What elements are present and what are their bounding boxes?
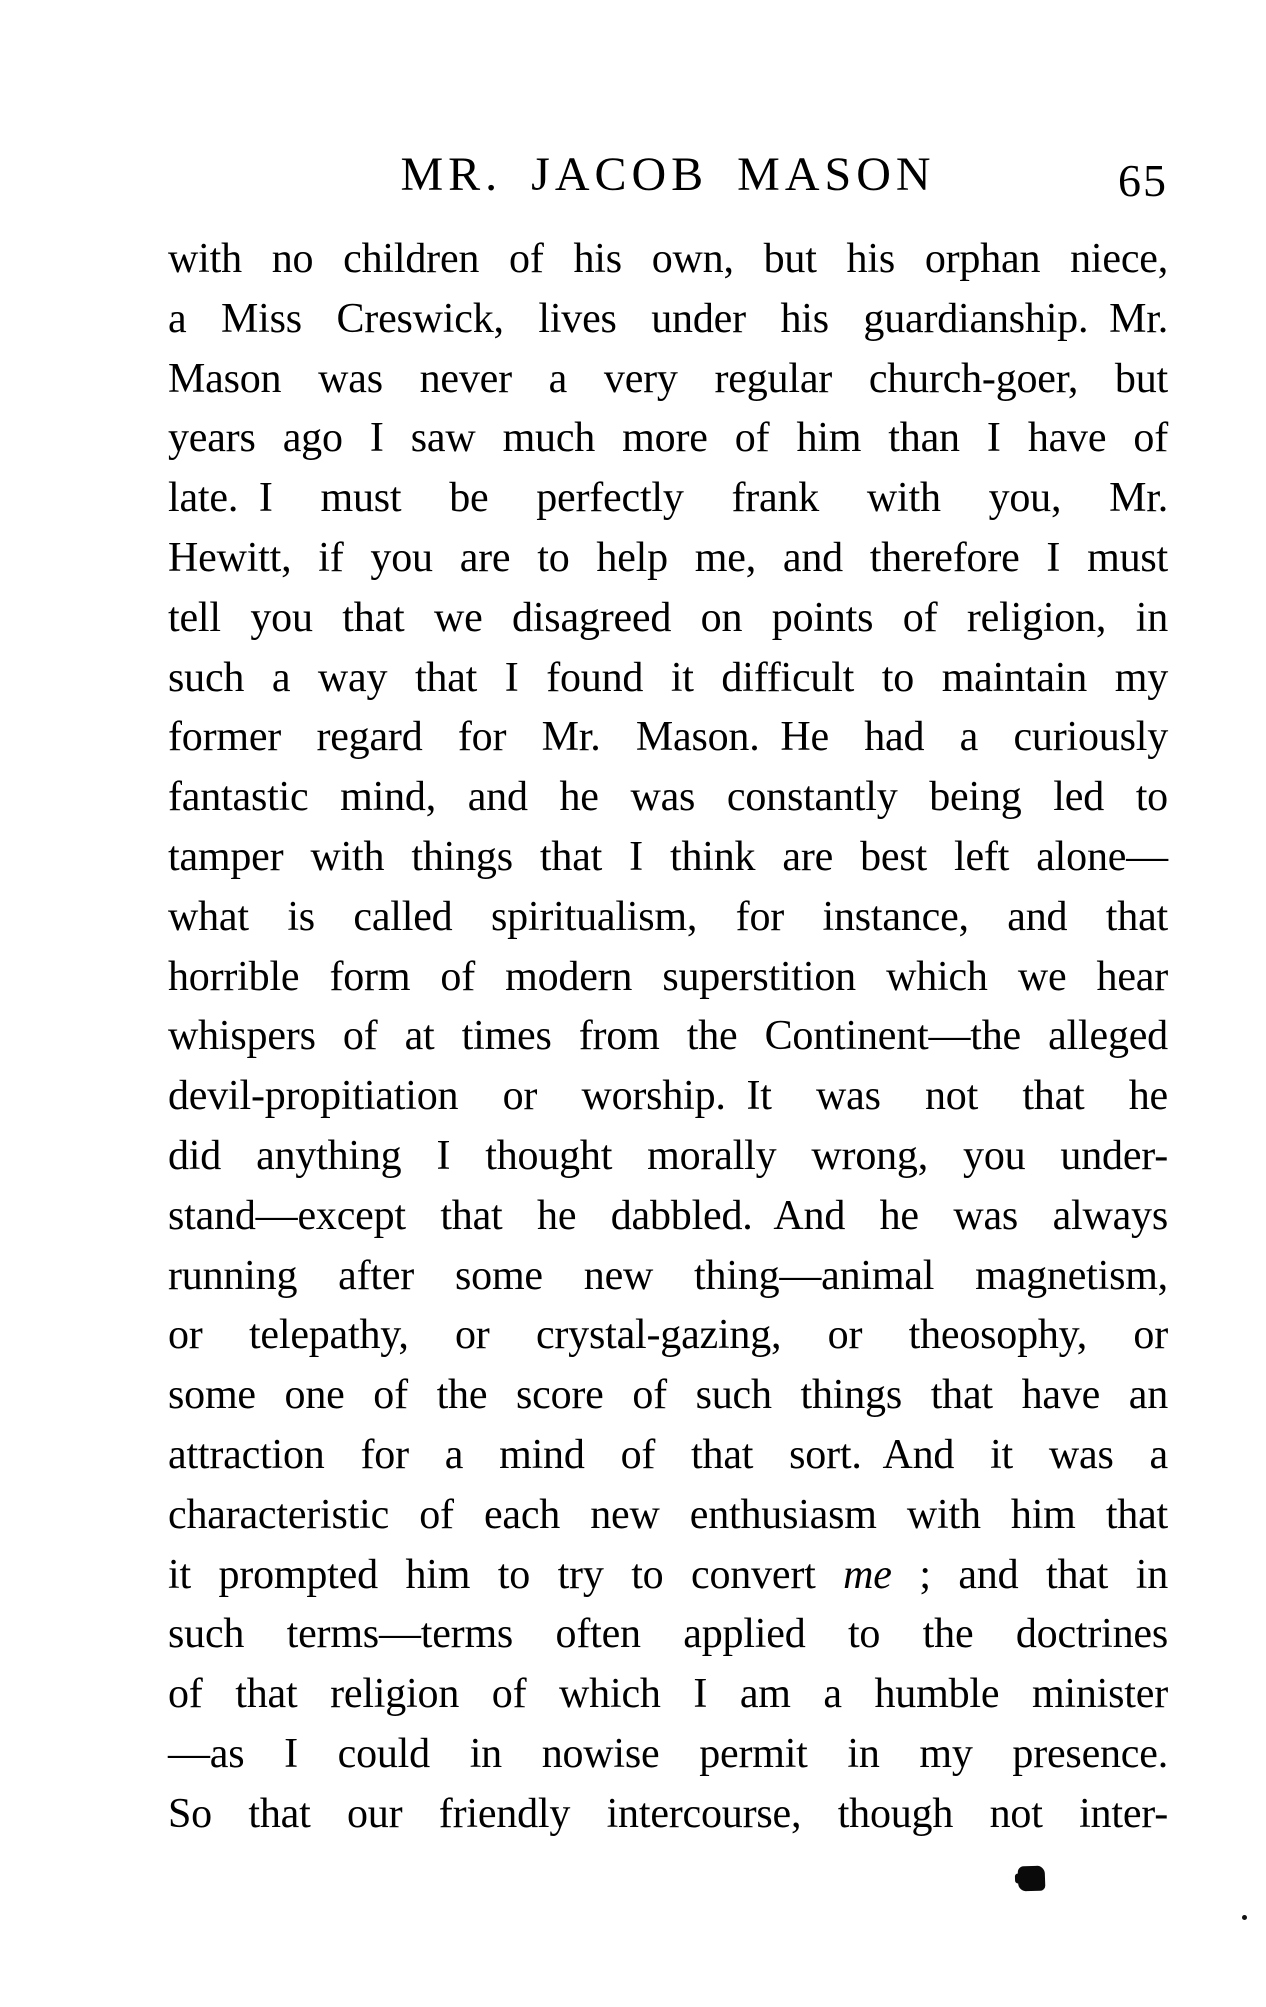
printers-ink-mark-icon (1018, 1866, 1046, 1892)
text-line (168, 1426, 1168, 1486)
text-line (168, 1007, 1168, 1067)
text-line (168, 1665, 1168, 1725)
text-line (168, 1486, 1168, 1546)
text-block (168, 230, 1168, 1845)
text-segment: characteristic of each new enthusiasm with him that (168, 1491, 1168, 1538)
text-line (168, 1306, 1168, 1366)
text-line (168, 1605, 1168, 1665)
page-number: 65 (1118, 155, 1168, 206)
text-segment: running after some new thing—animal magnetism, (168, 1252, 1168, 1299)
text-line (168, 589, 1168, 649)
text-segment: —as I could in nowise permit in my presence. (168, 1730, 1168, 1777)
text-segment: fantastic mind, and he was constantly being led to (168, 774, 1168, 821)
text-line (168, 350, 1168, 410)
text-segment: former regard for Mr. Mason. He had a curiously (168, 714, 1168, 761)
text-line (168, 948, 1168, 1008)
text-line (168, 1127, 1168, 1187)
text-line (168, 1546, 1168, 1606)
text-line (168, 1785, 1168, 1845)
text-line (168, 1247, 1168, 1307)
text-segment: stand—except that he dabbled. And he was always (168, 1192, 1168, 1239)
text-segment: what is called spiritualism, for instance, and that (168, 893, 1168, 940)
text-line (168, 529, 1168, 589)
text-segment: ; and that in (891, 1551, 1168, 1598)
text-segment: a Miss Creswick, lives under his guardianship. Mr. (168, 295, 1168, 342)
text-segment: such terms—terms often applied to the doctrines (168, 1611, 1168, 1658)
text-segment: some one of the score of such things that have an (168, 1372, 1168, 1419)
text-line (168, 1366, 1168, 1426)
text-line (168, 888, 1168, 948)
text-segment: of that religion of which I am a humble minister (168, 1671, 1168, 1718)
text-segment: whispers of at times from the Continent—the alleged (168, 1013, 1168, 1060)
text-segment: or telepathy, or crystal-gazing, or theosophy, or (168, 1312, 1168, 1359)
text-segment: So that our friendly intercourse, though not inter- (168, 1790, 1168, 1837)
text-segment: tell you that we disagreed on points of religion, in (168, 594, 1168, 641)
text-segment: late. I must be perfectly frank with you, Mr. (168, 475, 1168, 522)
text-segment: devil-propitiation or worship. It was not that he (168, 1073, 1168, 1120)
text-line (168, 1067, 1168, 1127)
text-line (168, 469, 1168, 529)
text-line (168, 1725, 1168, 1785)
text-segment: with no children of his own, but his orphan niece, (168, 236, 1168, 282)
text-line (168, 708, 1168, 768)
text-line (168, 828, 1168, 888)
text-line (168, 1187, 1168, 1247)
text-segment: attraction for a mind of that sort. And it was a (168, 1431, 1168, 1478)
running-title: MR. JACOB MASON (400, 148, 936, 201)
text-line (168, 230, 1168, 290)
text-segment: it prompted him to try to convert (168, 1551, 844, 1598)
page-header (168, 140, 1168, 210)
text-segment: did anything I thought morally wrong, you under- (168, 1132, 1168, 1179)
italic-text-segment: me (843, 1551, 892, 1598)
text-line (168, 290, 1168, 350)
text-line (168, 768, 1168, 828)
text-line (168, 409, 1168, 469)
scan-speck (1242, 1915, 1247, 1920)
text-segment: tamper with things that I think are best left alone— (168, 833, 1168, 880)
text-segment: horrible form of modern superstition which we hear (168, 953, 1168, 1000)
text-segment: such a way that I found it difficult to maintain my (168, 654, 1168, 701)
text-segment: Mason was never a very regular church-goer, but (168, 355, 1168, 402)
text-line (168, 649, 1168, 709)
text-segment: years ago I saw much more of him than I have of (168, 415, 1168, 462)
text-segment: Hewitt, if you are to help me, and therefore I must (168, 534, 1168, 581)
